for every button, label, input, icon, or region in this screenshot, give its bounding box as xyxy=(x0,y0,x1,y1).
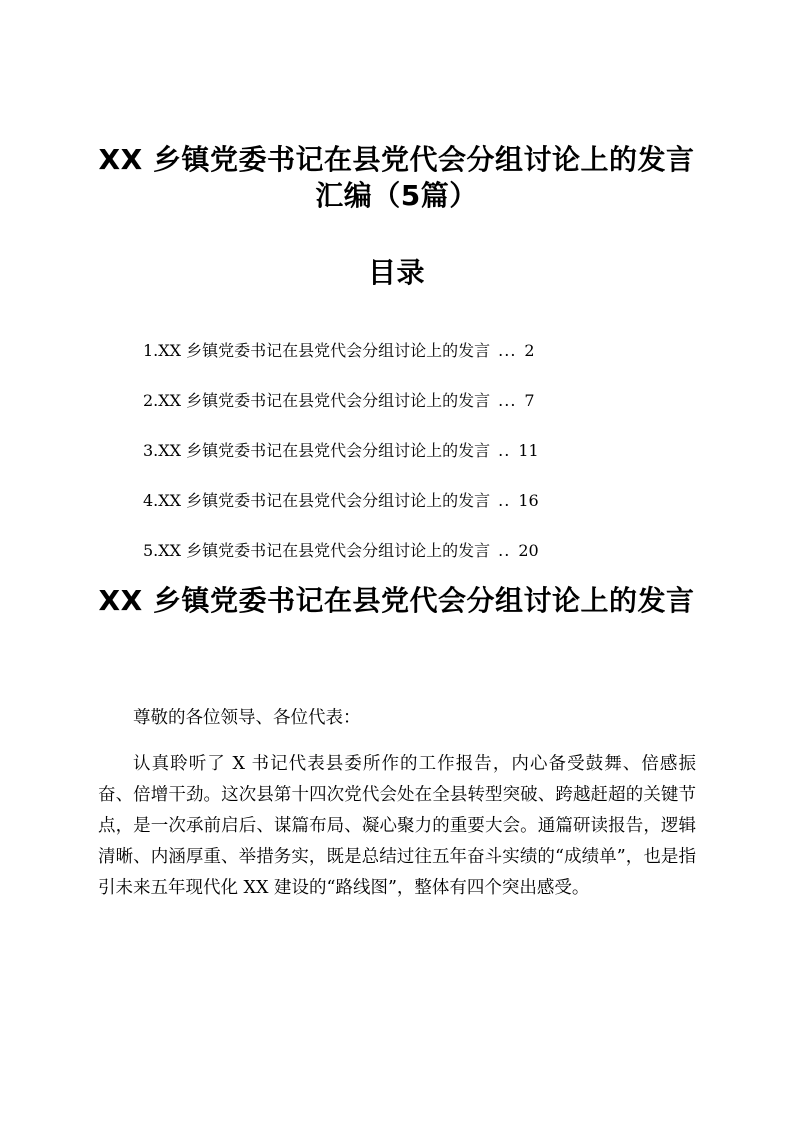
toc-entry-leader: .. xyxy=(498,491,511,510)
toc-entry-5[interactable] xyxy=(143,536,613,586)
toc-entry-leader: ... xyxy=(498,341,517,360)
toc-entry-page: 20 xyxy=(518,541,539,560)
toc-entry-text: XX 乡镇党委书记在县党代会分组讨论上的发言 xyxy=(158,441,491,460)
toc-entry-page: 7 xyxy=(524,391,535,410)
toc-entry-page: 16 xyxy=(518,491,539,510)
toc-entry-number: 4. xyxy=(143,491,159,510)
toc-entry-number: 2. xyxy=(143,391,159,410)
toc-entry-leader: ... xyxy=(498,391,517,410)
table-of-contents xyxy=(143,336,613,586)
toc-entry-page: 11 xyxy=(518,441,539,460)
toc-entry-leader: .. xyxy=(498,441,511,460)
toc-entry-number: 3. xyxy=(143,441,159,460)
toc-entry-page: 2 xyxy=(524,341,535,360)
toc-entry-number: 5. xyxy=(143,541,159,560)
toc-entry-3[interactable] xyxy=(143,436,613,486)
toc-entry-text: XX 乡镇党委书记在县党代会分组讨论上的发言 xyxy=(158,541,491,560)
toc-entry-text: XX 乡镇党委书记在县党代会分组讨论上的发言 xyxy=(158,391,491,410)
toc-entry-text: XX 乡镇党委书记在县党代会分组讨论上的发言 xyxy=(158,341,491,360)
body-paragraph: 认真聆听了 X 书记代表县委所作的工作报告，内心备受鼓舞、倍感振奋、倍增干劲。这次县第十四次党代会处在全县转型突破、跨越赶超的关键节点，是一次承前启后、谋篇布局、凝心聚力的重要大会。通篇研读报告，逻辑清晰、内涵厚重、举措务实，既是总结过往五年奋斗实绩的“成绩单”，也是指引未来五年现代化 XX 建设的“路线图”，整体有四个突出感受。 xyxy=(98,754,696,898)
section-title: XX 乡镇党委书记在县党代会分组讨论上的发言 xyxy=(98,584,695,617)
toc-entry-text: XX 乡镇党委书记在县党代会分组讨论上的发言 xyxy=(158,491,491,510)
salutation: 尊敬的各位领导、各位代表： xyxy=(133,708,361,728)
toc-entry-1[interactable] xyxy=(143,336,613,386)
document-title: XX 乡镇党委书记在县党代会分组讨论上的发言汇编（5篇） xyxy=(98,143,695,212)
toc-entry-number: 1. xyxy=(143,341,159,360)
toc-entry-leader: .. xyxy=(498,541,511,560)
toc-heading: 目录 xyxy=(367,256,425,289)
toc-entry-4[interactable] xyxy=(143,486,613,536)
toc-entry-2[interactable] xyxy=(143,386,613,436)
